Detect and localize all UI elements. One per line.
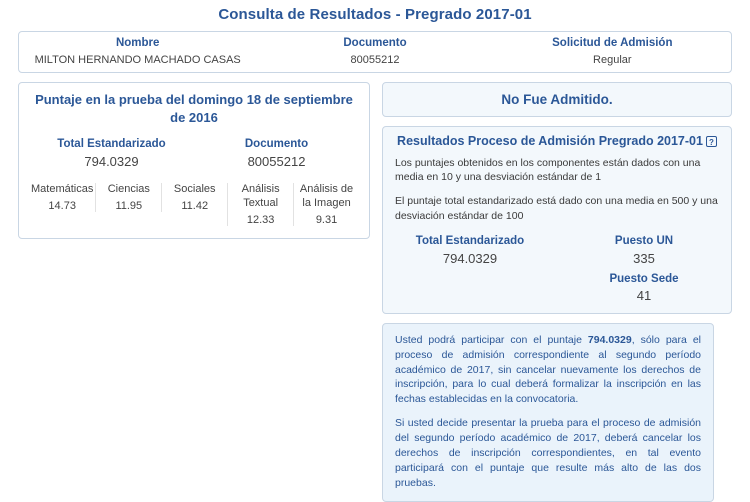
admission-totals — [383, 235, 731, 303]
score-summary-documento — [194, 138, 359, 169]
score-components — [29, 183, 359, 226]
identity-value-solicitud: Regular — [593, 54, 632, 66]
admission-status: No Fue Admitido. — [382, 82, 732, 117]
right-column — [382, 82, 732, 502]
results-body — [18, 82, 732, 502]
identity-field-nombre — [19, 37, 256, 66]
admission-puesto-un-label: Puesto UN — [614, 234, 674, 247]
admission-puesto-sede-value: 41 — [636, 287, 652, 303]
score-summary-documento-value: 80055212 — [247, 154, 306, 170]
info-paragraph-1 — [395, 333, 701, 408]
info-paragraph-2: Si usted decide presentar la prueba para el proceso de admisión del segundo período académico de 2017, deberá cancelar los derechos de inscripción correspondientes, en tal evento participará con el puntaje que resulte más alto de las dos pruebas. — [395, 417, 701, 489]
score-component-name: Ciencias — [107, 183, 150, 196]
score-component-sociales — [161, 183, 227, 212]
score-component-name: Matemáticas — [31, 183, 94, 196]
score-summary-documento-label: Documento — [244, 138, 309, 151]
identity-value-documento: 80055212 — [350, 54, 400, 66]
info-paragraph-1-part2: , sólo para el proceso de admisión correspondiente al segundo período académico de 2017, sin cancelar nuevamente los derechos de inscripción, para lo cual deberá formalizar la inscripción en las fechas establecidas en la convocatoria. — [395, 333, 701, 406]
score-component-ciencias — [95, 183, 161, 212]
help-icon[interactable]: ? — [706, 136, 717, 147]
admission-total-estandarizado — [383, 235, 557, 303]
score-component-value: 11.42 — [181, 199, 209, 212]
score-component-matematicas — [29, 183, 95, 212]
score-component-value: 11.95 — [115, 199, 143, 212]
score-component-name: Análisis Textual — [241, 183, 280, 209]
admission-results-title — [383, 127, 731, 154]
admission-puesto — [557, 235, 731, 303]
admission-total-label: Total Estandarizado — [415, 234, 525, 247]
identity-label-nombre: Nombre — [115, 37, 160, 49]
score-component-value: 9.31 — [315, 213, 338, 226]
score-panel-title: Puntaje en la prueba del domingo 18 de septiembre de 2016 — [35, 92, 353, 125]
score-summary-total-label: Total Estandarizado — [57, 138, 166, 151]
admission-puesto-sede-label: Puesto Sede — [609, 272, 679, 285]
info-panel — [382, 323, 714, 502]
score-component-name: Análisis de la Imagen — [299, 183, 354, 209]
score-component-value: 14.73 — [48, 199, 76, 212]
score-component-analisis-textual — [227, 183, 293, 226]
score-summary-total — [29, 138, 194, 169]
score-summary — [29, 138, 359, 169]
identity-value-nombre: MILTON HERNANDO MACHADO CASAS — [34, 54, 241, 66]
score-component-value: 12.33 — [246, 213, 275, 226]
admission-results-title-text: Resultados Proceso de Admisión Pregrado 2017-01 — [397, 134, 703, 148]
identity-label-solicitud: Solicitud de Admisión — [552, 37, 673, 49]
score-component-analisis-imagen — [293, 183, 359, 226]
identity-label-documento: Documento — [343, 37, 407, 49]
page-title: Consulta de Resultados - Pregrado 2017-01 — [218, 6, 532, 23]
identity-field-solicitud — [494, 37, 731, 66]
score-summary-total-value: 794.0329 — [84, 154, 139, 170]
admission-puesto-un-value: 335 — [633, 250, 655, 266]
admission-note-1: Los puntajes obtenidos en los componentes están dados con una media en 10 y una desviación estándar de 1 — [395, 157, 701, 184]
info-paragraph-1-score: 794.0329 — [587, 333, 632, 346]
score-panel — [18, 82, 370, 239]
identity-panel — [18, 31, 732, 73]
admission-note-2: El puntaje total estandarizado está dado con una media en 500 y una desviación estándar de 100 — [395, 195, 718, 222]
admission-results-panel — [382, 126, 732, 314]
identity-field-documento — [256, 37, 493, 66]
left-column — [18, 82, 370, 239]
score-component-name: Sociales — [173, 183, 216, 196]
info-paragraph-1-part1: Usted podrá participar con el puntaje — [395, 333, 588, 346]
admission-total-value: 794.0329 — [442, 250, 498, 266]
